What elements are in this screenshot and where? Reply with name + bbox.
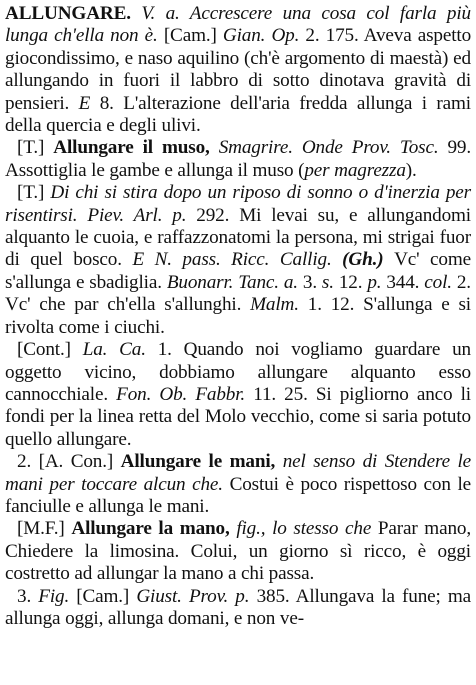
phrase-headword: Allungare le mani, <box>120 451 283 473</box>
sense-number: 3. <box>17 585 39 607</box>
citation-source: La. Ca. <box>82 339 158 361</box>
citation-text: Parar mano, Chiedere la limosina. Colui, un giorno sì ricco, è oggi costretto ad allungar la mano a chi passa. <box>5 518 471 585</box>
source-tag: [Cam.] <box>163 25 223 47</box>
dictionary-page <box>5 3 471 630</box>
citation-number: 3. <box>302 271 322 293</box>
citation-source: E <box>78 92 100 114</box>
source-tag: [T.] <box>17 137 54 159</box>
source-tag: (Gh.) <box>342 249 395 271</box>
citation-source: E N. pass. Ricc. Callig. <box>132 249 343 271</box>
citation-source: Giust. Prov. p. <box>136 585 257 607</box>
sense-definition: nel senso di Stendere le mani per toccare alcun che. <box>5 451 471 495</box>
punctuation: ). <box>405 159 417 181</box>
entry-allungare-definition <box>5 3 471 137</box>
citation-source: Fon. Ob. Fabbr. <box>116 383 254 405</box>
citation-text: 1. Quando noi vogliamo guardare un oggetto vicino, dobbiamo allungare alquanto esso cannocchiale. <box>5 339 471 405</box>
citation-source: p. <box>367 271 387 293</box>
citation-text: 99. Assottiglia le gambe e allunga il muso ( <box>5 137 471 181</box>
sense-allungare-il-muso <box>5 137 471 182</box>
sense-number: 2. [A. Con.] <box>17 451 121 473</box>
phrase-headword: Allungare la mano, <box>71 518 237 540</box>
phrase-headword: Allungare il muso, <box>53 137 219 159</box>
citation-text: 2. Vc' che par ch'ella s'allunghi. <box>5 271 471 316</box>
sense-allungare-le-mani <box>5 451 471 518</box>
grammar-and-definition: V. a. Accrescere una cosa col farla più lunga ch'ella non è. <box>5 3 471 47</box>
source-tag: [M.F.] <box>17 518 72 540</box>
headword: ALLUNGARE. <box>5 3 142 24</box>
source-tag: [Cont.] <box>17 339 83 361</box>
sense-definition: Smagrire. Onde Prov. Tosc. <box>218 137 448 159</box>
sense-allungare-la-mano <box>5 518 471 585</box>
citation-source: Buonarr. Tanc. a. <box>166 271 303 293</box>
sense-stirarsi <box>5 182 471 339</box>
citation-text: 11. 25. Si pigliorno anco li fondi per la linea retta del Molo vecchio, come si saria potuto quello allungare. <box>5 383 471 450</box>
citation-source: Gian. Op. <box>222 25 306 47</box>
sense-cannocchiale <box>5 339 471 451</box>
citation-text: Vc' come s'allunga e sbadiglia. <box>5 249 471 293</box>
citation-text: 385. Allungava la fune; ma allunga oggi, allunga domani, e non ve- <box>5 585 472 629</box>
source-tag: [T.] <box>17 182 51 204</box>
source-tag: [Cam.] <box>76 585 137 607</box>
citation-source: col. <box>424 271 457 293</box>
gloss: per magrezza <box>304 159 406 181</box>
sense-definition: Di chi si stira dopo un riposo di sonno o d'inerzia per risentirsi. Piev. Arl. p. <box>5 182 471 226</box>
sense-label: Fig. <box>38 585 77 607</box>
citation-text: Costui è poco rispettoso con le fanciulle e allunga le mani. <box>5 473 471 517</box>
citation-text: 1. 12. S'allunga e si rivolta come i ciuchi. <box>5 294 471 338</box>
citation-number: 344. <box>386 271 425 293</box>
citation-text: 292. Mi levai su, e allungandomi alquanto le cuoia, e raffazzonatomi la persona, mi strigai fuor di quel bosco. <box>5 204 471 271</box>
citation-text: 8. L'alterazione dell'aria fredda allunga i rami della quercia e degli ulivi. <box>5 92 471 137</box>
citation-number: 12. <box>338 271 368 293</box>
citation-source: Malm. <box>250 294 308 316</box>
citation-source: s. <box>321 271 339 293</box>
citation-text: 2. 175. Aveva aspetto giocondissimo, e naso aquilino (ch'è argomento di maestà) ed allungando in fuori il labbro di sotto dinotava gravità di pensieri. <box>5 25 472 114</box>
sense-definition: fig., lo stesso che <box>236 518 378 540</box>
sense-figurative <box>5 586 471 631</box>
